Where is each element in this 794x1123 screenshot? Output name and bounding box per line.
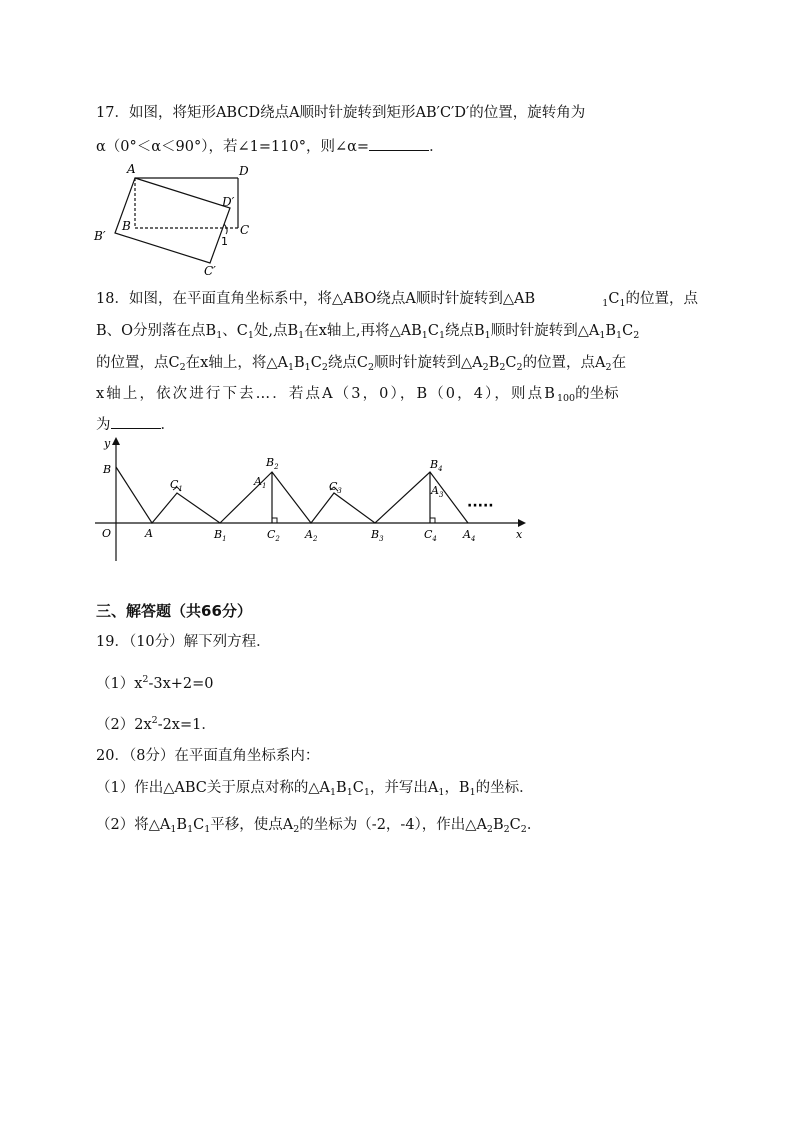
label-C3: C [329,480,338,493]
label-A4: A [463,528,471,541]
svg-text:B4 [429,458,443,473]
label-A: A [127,162,136,176]
label-A1-sub: 1 [261,482,267,490]
q19-part2: $(2)2x^2-2x=1$． [96,715,216,733]
label-C1: C [170,478,179,491]
label-C4-sub: 4 [432,535,437,543]
svg-text:C3 [329,480,342,495]
label-B4-sub: 4 [438,465,443,473]
label-B1: B [214,528,223,541]
q20-part1: （1）作出△ABC关于原点对称的$\triangle A_1B_1C_1$，并写出$A_1$，$B_1$的坐标． [96,780,534,798]
answer-blank [111,414,161,429]
q18-line1: 18．如图，在平面直角坐标系中，将△ABO绕点A顺时针旋转到△AB $_1C_1$的位置，点 [96,291,698,309]
svg-text:C4 [424,528,437,543]
svg-text:C2 [267,528,280,543]
svg-text:B2 [265,456,279,471]
svg-text:C1 [170,478,183,493]
label-C1-sub: 1 [178,485,183,493]
label-B1-sub: 1 [222,535,227,543]
q20-part2: （2）将$\triangle A_1B_1C_1$平移，使点$A_2$的坐标为（-2，-4），作出$\triangle A_2B_2C_2$． [96,817,542,835]
label-y: y [104,437,111,450]
q18-coordinate-figure [90,435,530,563]
label-O: O [102,527,112,540]
section-heading: 三、解答题（共66分） [96,602,252,620]
label-B-prime: B′ [94,229,106,243]
continuation-dots: ····· [467,498,494,514]
label-A3: A [431,484,439,497]
label-B3: B [371,528,380,541]
label-A: A [145,527,153,540]
label-B2: B [266,456,275,469]
label-x: x [516,528,523,541]
svg-text:A1 [253,475,266,490]
label-C4: C [424,528,433,541]
svg-text:A2 [304,528,318,543]
q18-line4: x轴上，依次进行下去…．若点A（3，0），B（0，4），则点$B_{100}$的坐标 [96,386,619,404]
label-A3-sub: 3 [438,491,444,499]
label-A4-sub: 4 [470,535,476,543]
svg-text:B1 [213,528,227,543]
q17-line2: α（0°＜α＜90°），若∠1=110°，则∠α= ． [96,136,444,157]
label-C3-sub: 3 [337,487,342,495]
q19-title: 19．（10分）解下列方程． [96,634,271,650]
q18-line5: 为 ． [96,414,175,435]
label-D: D [239,164,249,178]
label-A2: A [305,528,313,541]
label-B2-sub: 2 [274,463,279,471]
label-A1: A [254,475,262,488]
label-C2: C [267,528,276,541]
q19-part1: $(1)x^2-3x+2=0$ [96,674,214,692]
q17-line1: 17．如图，将矩形ABCD绕点A顺时针旋转到矩形AB′C′D′的位置，旋转角为 [96,105,586,121]
label-B: B [122,219,131,233]
label-B: B [103,463,112,476]
q20-title: 20．（8分）在平面直角坐标系内： [96,748,320,764]
q18-line3: 的位置，点$C_2$在x轴上，将$\triangle A_1B_1C_2$绕点$C_2$顺时针旋转到$\triangle A_2B_2C_2$的位置，点$A_2$在 [96,355,627,373]
svg-text:A3 [430,484,444,499]
label-B3-sub: 3 [379,535,384,543]
label-C: C [240,223,250,237]
svg-text:A4 [462,528,475,543]
label-D-prime: D′ [222,195,235,209]
answer-blank [369,136,429,151]
label-B4: B [430,458,439,471]
q17-rectangle-figure [86,158,286,283]
svg-text:B3 [370,528,384,543]
label-angle-1: 1 [221,235,228,248]
label-A2-sub: 2 [312,535,318,543]
label-C2-sub: 2 [275,535,280,543]
label-C-prime: C′ [204,264,216,278]
q18-line2: B、O分别落在点$B_1$、$C_1$处,点$B_1$在x轴上,再将$\triangle AB_1C_1$绕点$B_1$顺时针旋转到$\triangle A_1B_1C_2$ [96,323,640,341]
